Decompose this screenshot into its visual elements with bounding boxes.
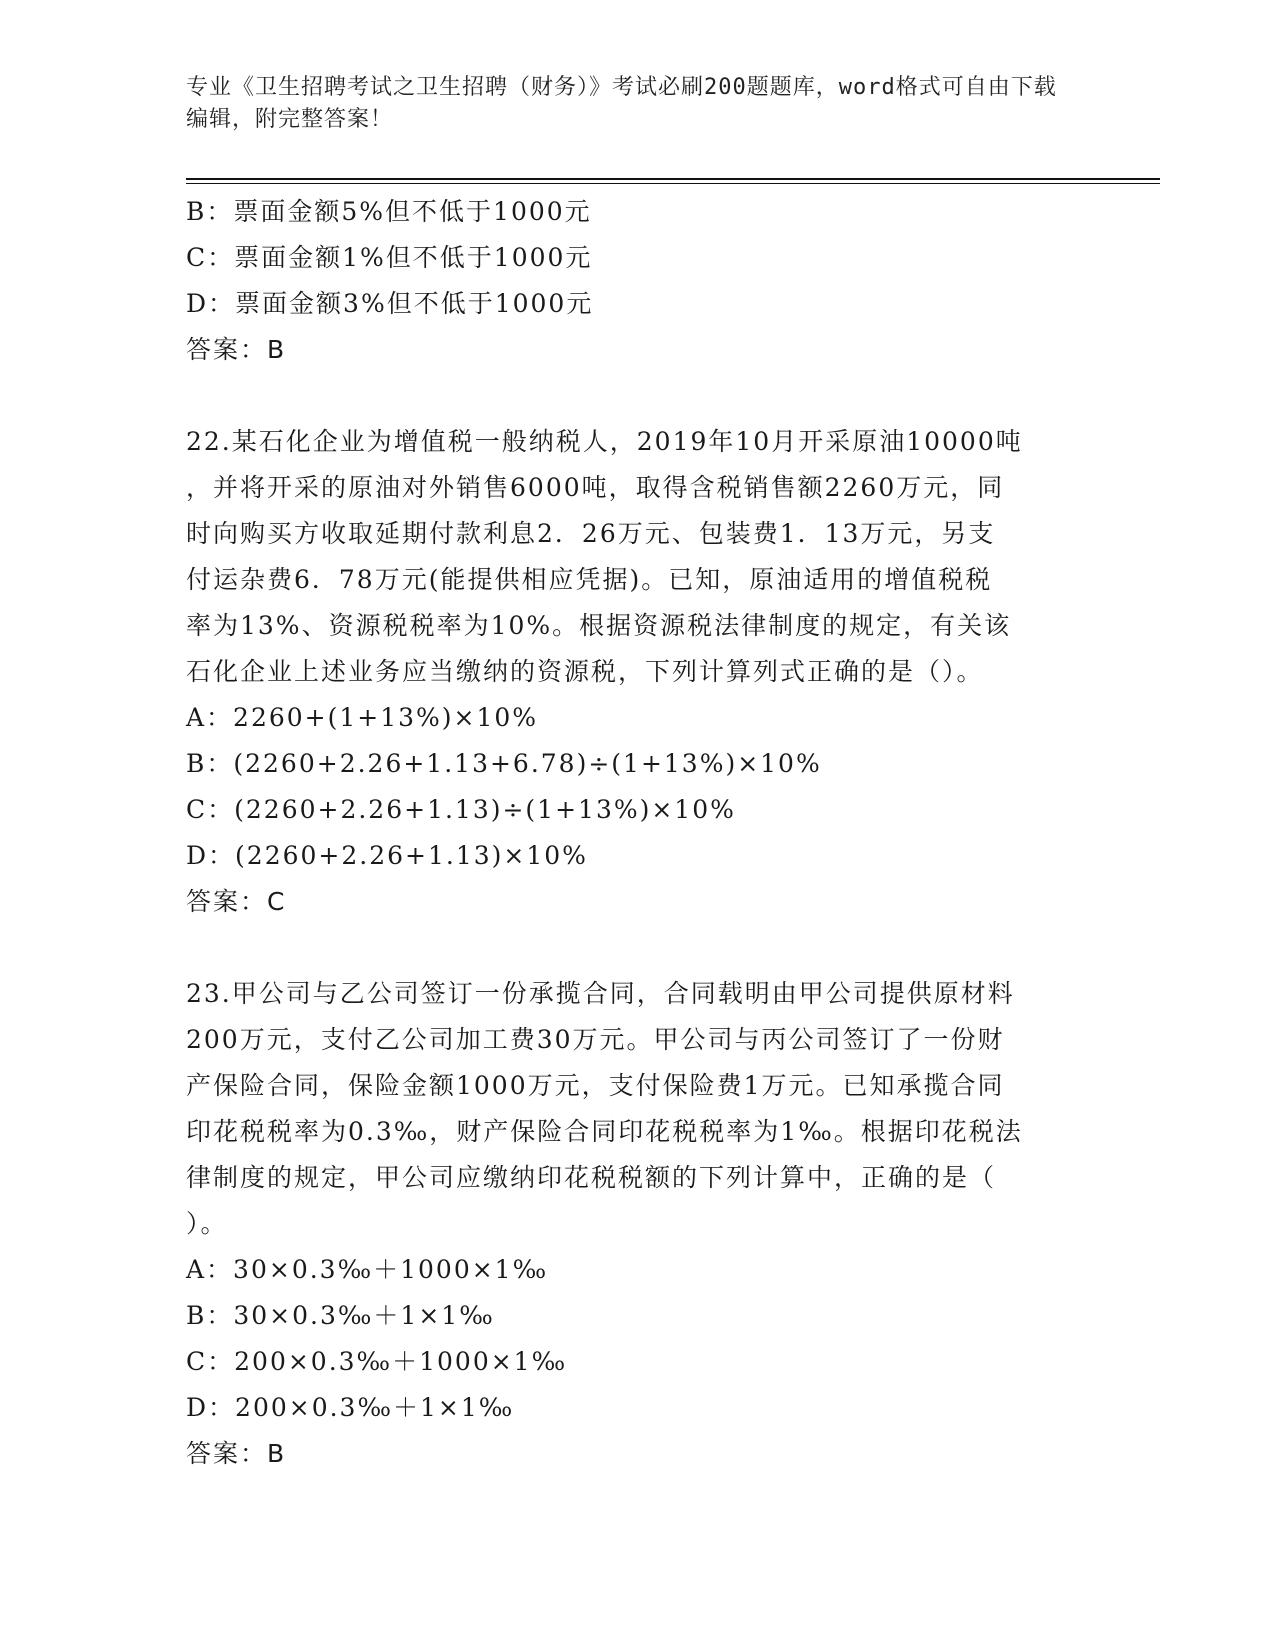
- option-c: C：200×0.3‰＋1000×1‰: [186, 1347, 568, 1376]
- question-stem-line: 率为13%、资源税税率为10%。根据资源税法律制度的规定，有关该: [186, 611, 1012, 640]
- question-stem-line: ，并将开采的原油对外销售6000吨，取得含税销售额2260万元，同: [186, 473, 1005, 502]
- question-stem-line: 律制度的规定，甲公司应缴纳印花税税额的下列计算中，正确的是（: [186, 1163, 997, 1192]
- option-a: A：30×0.3‰＋1000×1‰: [186, 1255, 549, 1284]
- option-b: B：票面金额5%但不低于1000元: [186, 197, 592, 226]
- answer-label: 答案：B: [186, 1439, 287, 1468]
- option-b: B：(2260+2.26+1.13+6.78)÷(1+13%)×10%: [186, 749, 822, 778]
- question-stem-line: 印花税税率为0.3‰，财产保险合同印花税税率为1‰。根据印花税法: [186, 1117, 1023, 1146]
- question-22: [186, 419, 1086, 925]
- question-stem-line: 23.甲公司与乙公司签订一份承揽合同，合同载明由甲公司提供原材料: [186, 979, 1015, 1008]
- option-a: A：2260+(1+13%)×10%: [186, 703, 539, 732]
- option-d: D：(2260+2.26+1.13)×10%: [186, 841, 588, 870]
- option-c: C：票面金额1%但不低于1000元: [186, 243, 593, 272]
- question-stem-line: ）。: [186, 1209, 228, 1238]
- question-content: [186, 189, 1086, 1477]
- question-stem-line: 22.某石化企业为增值税一般纳税人，2019年10月开采原油10000吨: [186, 427, 1023, 456]
- question-stem-line: 产保险合同，保险金额1000万元，支付保险费1万元。已知承揽合同: [186, 1071, 1005, 1100]
- answer-label: 答案：C: [186, 887, 287, 916]
- question-stem-line: 付运杂费6．78万元(能提供相应凭据)。已知，原油适用的增值税税: [186, 565, 993, 594]
- question-stem-line: 200万元，支付乙公司加工费30万元。甲公司与丙公司签订了一份财: [186, 1025, 1005, 1054]
- answer-label: 答案：B: [186, 335, 287, 364]
- option-d: D：200×0.3‰＋1×1‰: [186, 1393, 515, 1422]
- document-header: 专业《卫生招聘考试之卫生招聘（财务）》考试必刷200题题库，word格式可自由下载编辑，附完整答案！: [186, 75, 1057, 132]
- header-divider-thin: [186, 183, 1160, 184]
- question-stem-line: 石化企业上述业务应当缴纳的资源税，下列计算列式正确的是（）。: [186, 657, 984, 686]
- option-c: C：(2260+2.26+1.13)÷(1+13%)×10%: [186, 795, 736, 824]
- question-23: [186, 971, 1086, 1477]
- option-d: D：票面金额3%但不低于1000元: [186, 289, 594, 318]
- question-21-tail: [186, 189, 1086, 373]
- option-b: B：30×0.3‰＋1×1‰: [186, 1301, 495, 1330]
- header-divider-thick: [186, 178, 1160, 180]
- question-stem-line: 时向购买方收取延期付款利息2．26万元、包装费1．13万元，另支: [186, 519, 996, 548]
